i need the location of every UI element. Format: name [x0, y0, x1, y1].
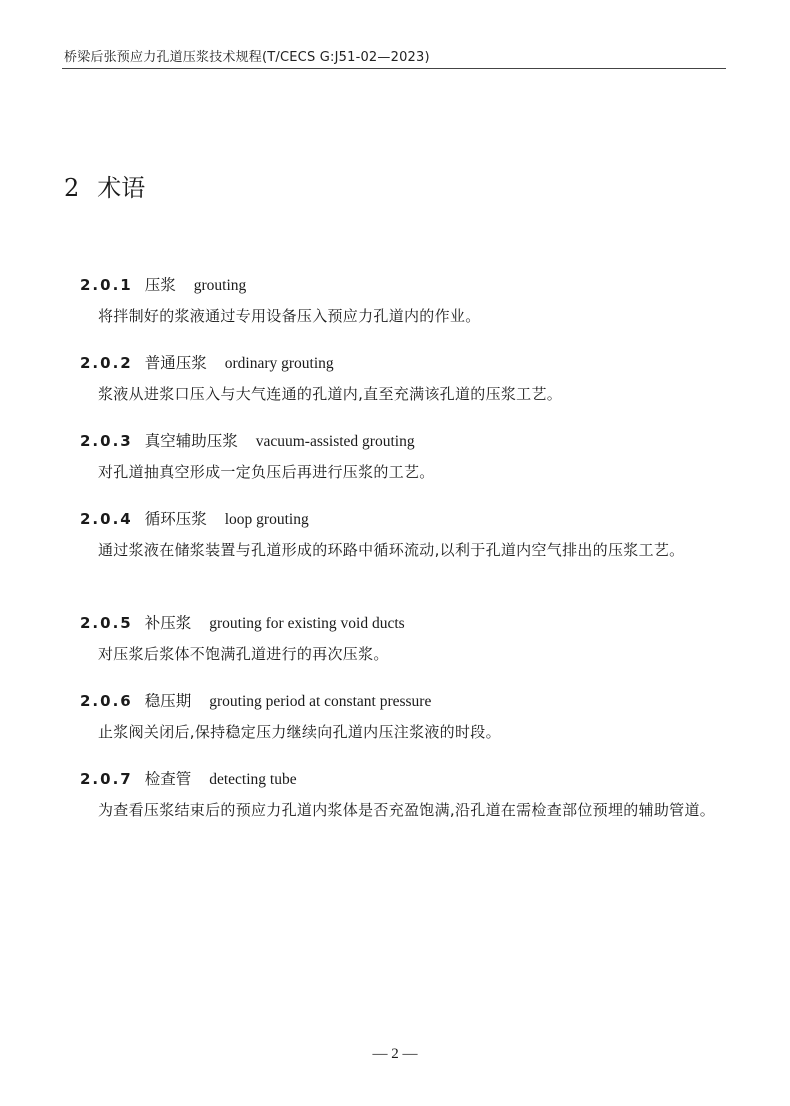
term-number: 2.0.5 — [80, 614, 133, 632]
header-rule — [62, 68, 726, 69]
term-number: 2.0.3 — [80, 432, 133, 450]
term-number: 2.0.2 — [80, 354, 133, 372]
term-english: loop grouting — [224, 511, 309, 528]
term-english: grouting for existing void ducts — [209, 615, 405, 632]
term-number: 2.0.6 — [80, 692, 133, 710]
term-english: detecting tube — [209, 771, 297, 788]
term-chinese: 检查管 — [144, 770, 192, 788]
term-number: 2.0.4 — [80, 510, 133, 528]
term-heading — [80, 767, 726, 791]
term-definition: 对压浆后浆体不饱满孔道进行的再次压浆。 — [98, 645, 389, 663]
chapter-title-text: 术语 — [97, 174, 146, 202]
term-english: grouting — [193, 277, 247, 294]
term-heading — [80, 611, 726, 635]
page-number: — 2 — — [372, 1046, 418, 1062]
term-definition: 止浆阀关闭后,保持稳定压力继续向孔道内压注浆液的时段。 — [98, 723, 501, 741]
term-english: ordinary grouting — [224, 355, 334, 372]
term-heading — [80, 351, 726, 375]
term-2-0-2 — [62, 351, 726, 408]
term-definition: 为查看压浆结束后的预应力孔道内浆体是否充盈饱满,沿孔道在需检查部位预埋的辅助管道。 — [98, 801, 716, 819]
term-2-0-6 — [62, 689, 726, 746]
term-english: grouting period at constant pressure — [209, 693, 432, 710]
term-heading — [80, 273, 726, 297]
term-definition: 浆液从进浆口压入与大气连通的孔道内,直至充满该孔道的压浆工艺。 — [98, 385, 563, 403]
term-chinese: 普通压浆 — [144, 354, 207, 372]
term-chinese: 真空辅助压浆 — [144, 432, 238, 450]
term-chinese: 循环压浆 — [144, 510, 207, 528]
term-2-0-7 — [62, 767, 726, 824]
term-heading — [80, 689, 726, 713]
chapter-number: 2 — [64, 174, 80, 202]
term-heading — [80, 507, 726, 531]
term-2-0-4 — [62, 507, 726, 564]
term-english: vacuum-assisted grouting — [255, 433, 415, 450]
term-chinese: 稳压期 — [144, 692, 192, 710]
term-number: 2.0.1 — [80, 276, 133, 294]
running-header: 桥梁后张预应力孔道压浆技术规程(T/CECS G:J51-02—2023) — [64, 50, 430, 65]
term-definition: 对孔道抽真空形成一定负压后再进行压浆的工艺。 — [98, 463, 435, 481]
term-2-0-3 — [62, 429, 726, 486]
term-number: 2.0.7 — [80, 770, 133, 788]
term-2-0-5 — [62, 611, 726, 668]
chapter-title — [64, 168, 145, 203]
term-definition: 将拌制好的浆液通过专用设备压入预应力孔道内的作业。 — [98, 307, 481, 325]
term-2-0-1 — [62, 273, 726, 330]
term-chinese: 补压浆 — [144, 614, 192, 632]
term-definition: 通过浆液在储浆装置与孔道形成的环路中循环流动,以利于孔道内空气排出的压浆工艺。 — [98, 541, 685, 559]
term-chinese: 压浆 — [144, 276, 176, 294]
term-heading — [80, 429, 726, 453]
